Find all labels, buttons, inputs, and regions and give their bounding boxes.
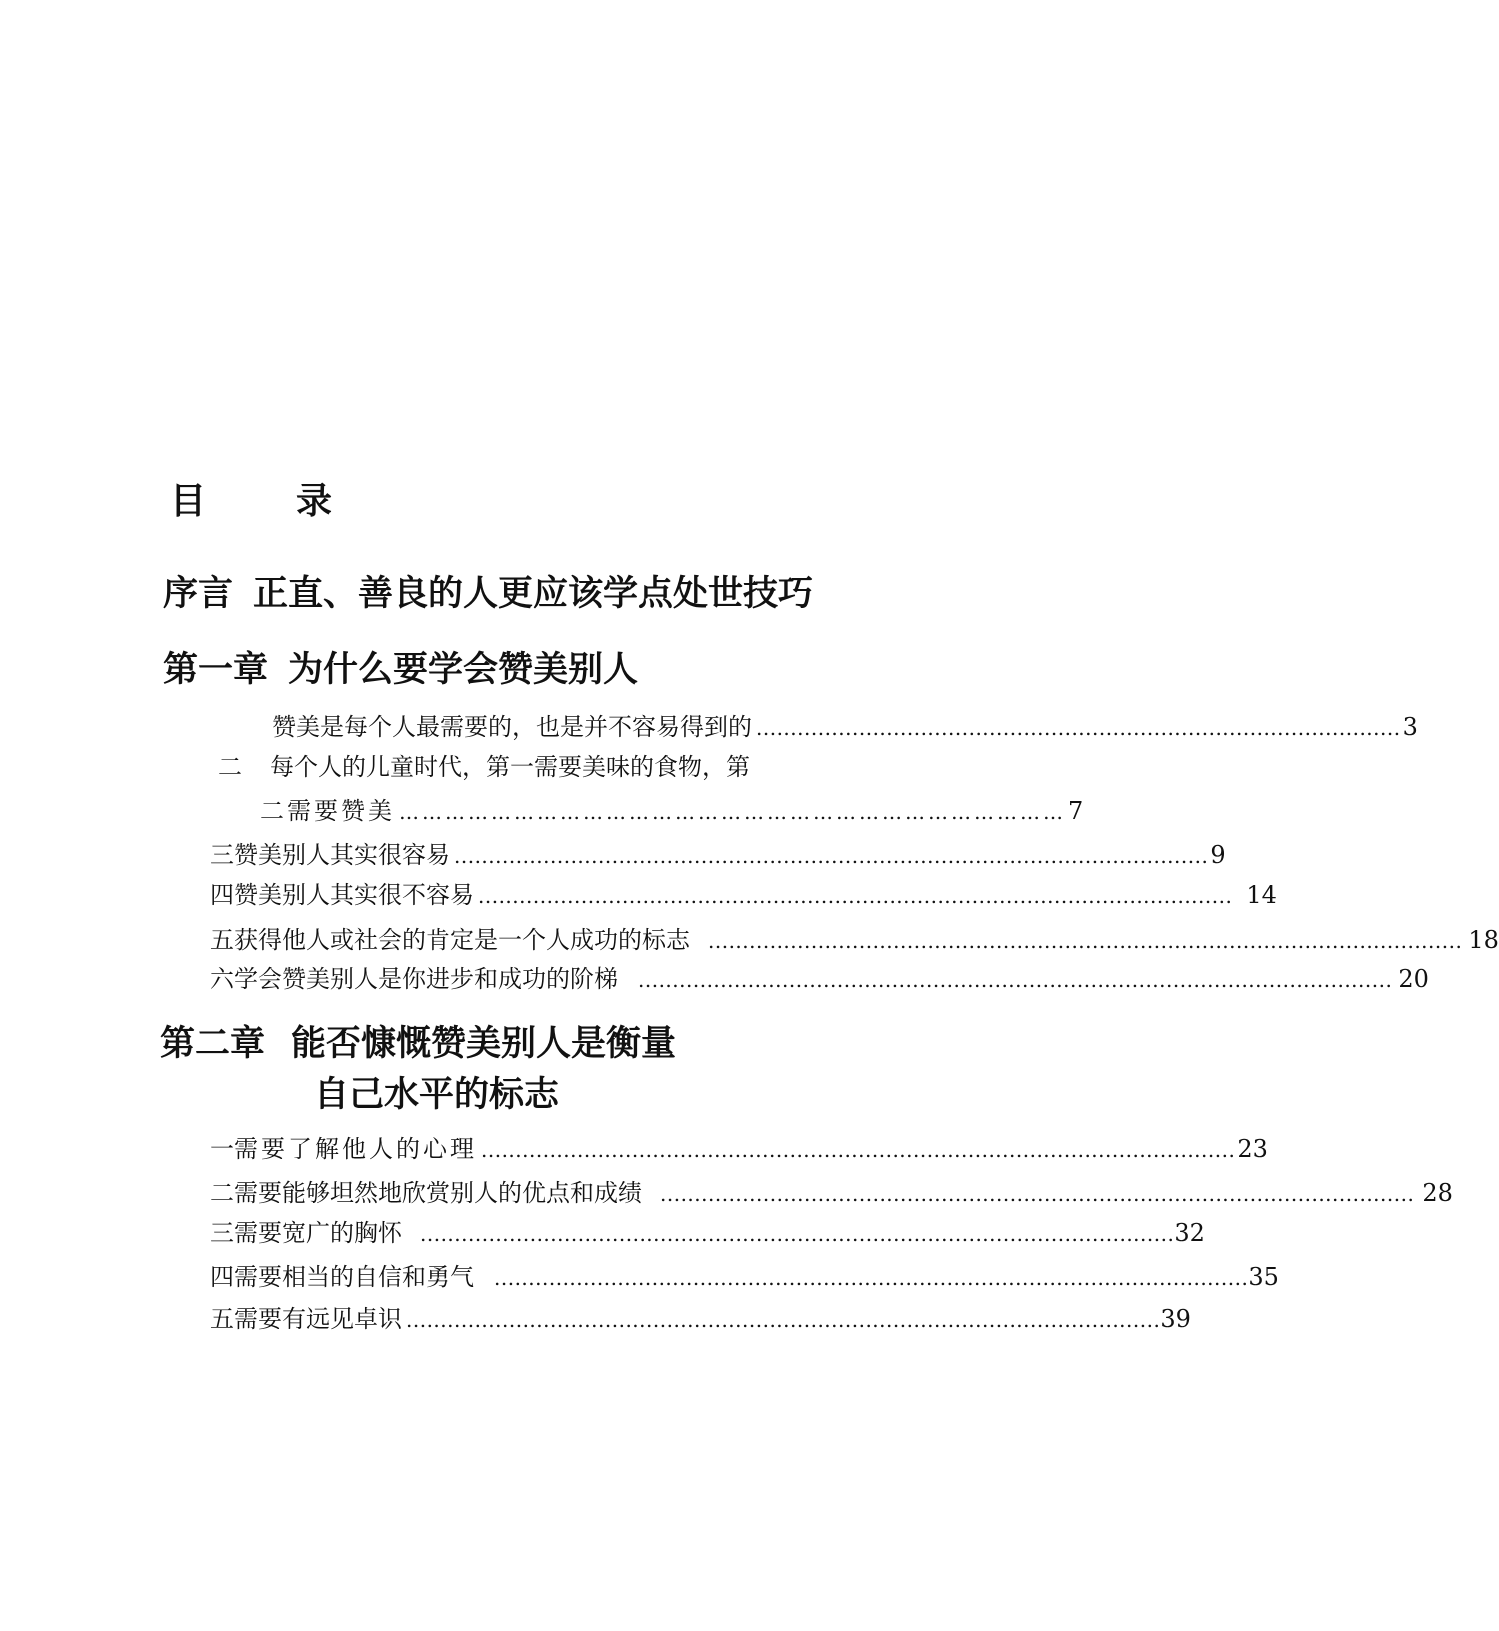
chapter2-title-line1: 能否慷慨赞美别人是衡量 xyxy=(291,1024,677,1064)
toc-entry-num: 五 xyxy=(210,1305,234,1333)
chapter1-label: 第一章 xyxy=(163,650,269,690)
toc-entry-text: 需要有远见卓识 xyxy=(234,1305,402,1333)
toc-entry-1-1[interactable] xyxy=(272,712,1418,743)
toc-entry-2-4[interactable] xyxy=(210,1262,1279,1293)
toc-entry-num: 三 xyxy=(210,1219,234,1247)
dot-leader: .............................................................................................................. xyxy=(478,884,1233,908)
toc-entry-1-6[interactable] xyxy=(210,964,1429,995)
chapter1-heading xyxy=(163,650,638,690)
toc-entry-text: 需要了解他人的心理 xyxy=(234,1135,477,1163)
toc-entry-text: 获得他人或社会的肯定是一个人成功的标志 xyxy=(234,926,690,954)
toc-entry-page: 3 xyxy=(1402,713,1418,741)
toc-entry-page: 39 xyxy=(1160,1305,1191,1333)
toc-title-char-2: 录 xyxy=(296,481,333,522)
toc-entry-1-2[interactable] xyxy=(218,752,858,782)
dot-leader: .............................................................................................................. xyxy=(481,1138,1236,1162)
toc-entry-text: 学会赞美别人是你进步和成功的阶梯 xyxy=(234,965,618,993)
toc-entry-page: 28 xyxy=(1422,1179,1453,1207)
toc-entry-num: 四 xyxy=(210,881,234,909)
toc-entry-num: 六 xyxy=(210,965,234,993)
dot-leader: .............................................................................................................. xyxy=(406,1308,1161,1332)
toc-entry-1-4[interactable] xyxy=(210,880,1277,911)
chapter2-label: 第二章 xyxy=(160,1024,266,1064)
chapter2-title-line2: 自己水平的标志 xyxy=(314,1075,560,1115)
toc-entry-num: 四 xyxy=(210,1263,234,1291)
dot-leader: …………………………………………………………………………… xyxy=(399,800,1066,824)
toc-entry-text: 需要宽广的胸怀 xyxy=(234,1219,402,1247)
toc-entry-num: 一 xyxy=(210,1135,234,1163)
toc-entry-2-5[interactable] xyxy=(210,1304,1191,1335)
toc-entry-text: 需要相当的自信和勇气 xyxy=(234,1263,474,1291)
toc-entry-text: 二需要赞美 xyxy=(260,797,395,825)
chapter2-heading-cont xyxy=(314,1075,559,1115)
toc-entry-num: 五 xyxy=(210,926,234,954)
toc-title-char-1: 目 xyxy=(170,481,207,522)
preface-heading xyxy=(163,574,813,614)
toc-entry-page: 20 xyxy=(1398,965,1429,993)
toc-entry-1-5[interactable] xyxy=(210,925,1499,956)
toc-entry-2-2[interactable] xyxy=(210,1178,1453,1209)
toc-entry-1-2-cont[interactable] xyxy=(260,796,1084,827)
toc-entry-text: 需要能够坦然地欣赏别人的优点和成绩 xyxy=(234,1179,642,1207)
toc-entry-page: 14 xyxy=(1246,881,1277,909)
toc-entry-text: 每个人的儿童时代，第一需要美味的食物，第 xyxy=(270,753,750,781)
chapter1-title: 为什么要学会赞美别人 xyxy=(288,650,639,690)
toc-title xyxy=(170,482,332,522)
dot-leader: .............................................................................................................. xyxy=(454,844,1209,868)
toc-entry-page: 32 xyxy=(1174,1219,1205,1247)
toc-entry-page: 23 xyxy=(1237,1135,1268,1163)
toc-entry-num: 二 xyxy=(218,753,242,781)
dot-leader: .............................................................................................................. xyxy=(708,929,1463,953)
preface-title: 正直、善良的人更应该学点处世技巧 xyxy=(253,574,814,614)
toc-entry-text: 赞美别人其实很容易 xyxy=(234,841,450,869)
toc-entry-page: 9 xyxy=(1210,841,1226,869)
toc-entry-page: 7 xyxy=(1068,797,1084,825)
chapter2-heading xyxy=(160,1024,676,1064)
toc-entry-text: 赞美是每个人最需要的，也是并不容易得到的 xyxy=(272,713,752,741)
toc-entry-2-1[interactable] xyxy=(210,1134,1268,1165)
preface-label: 序言 xyxy=(163,574,234,614)
toc-entry-2-3[interactable] xyxy=(210,1218,1205,1249)
toc-entry-page: 18 xyxy=(1468,926,1499,954)
toc-entry-num: 三 xyxy=(210,841,234,869)
toc-entry-page: 35 xyxy=(1248,1263,1279,1291)
dot-leader: .............................................................................................................. xyxy=(494,1266,1249,1290)
dot-leader: .............................................................................................. xyxy=(756,716,1401,740)
toc-entry-num: 二 xyxy=(210,1179,234,1207)
dot-leader: .............................................................................................................. xyxy=(420,1222,1175,1246)
toc-entry-text: 赞美别人其实很不容易 xyxy=(234,881,474,909)
toc-entry-1-3[interactable] xyxy=(210,840,1226,871)
dot-leader: .............................................................................................................. xyxy=(660,1182,1415,1206)
dot-leader: .............................................................................................................. xyxy=(638,968,1393,992)
